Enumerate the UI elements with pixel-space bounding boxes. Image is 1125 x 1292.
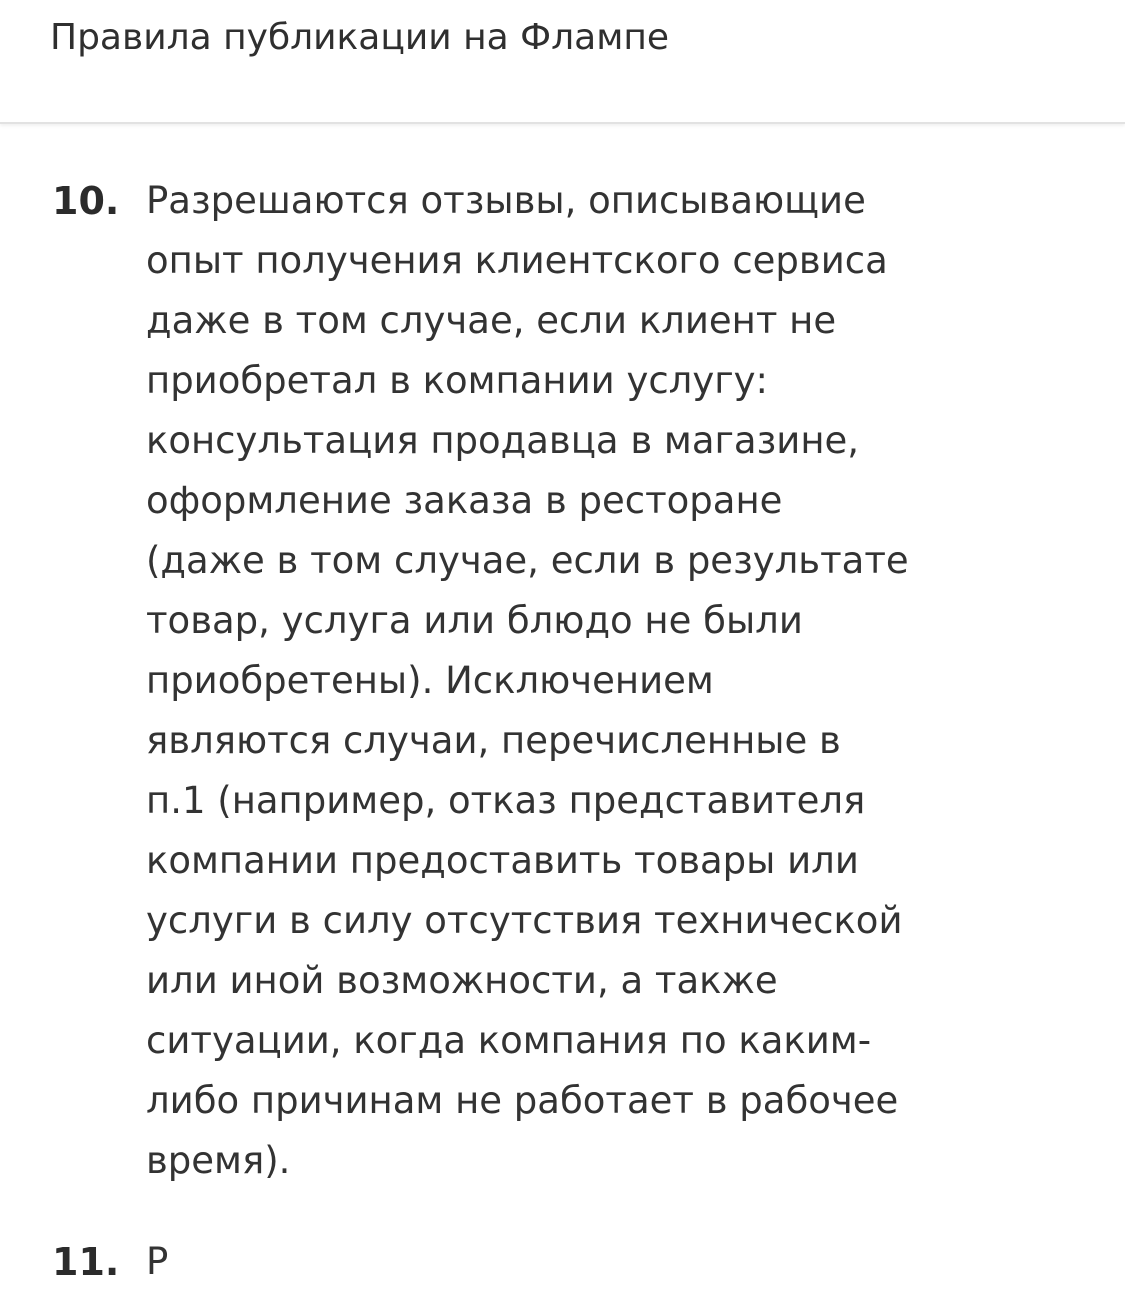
rule-text-line: или иной возможности, а также [146,959,778,1002]
page-title: Правила публикации на Флампе [50,17,670,58]
rule-text-line: Р [146,1240,169,1283]
rule-text-line: консультация продавца в магазине, [146,419,860,462]
rule-text-line: приобретены). Исключением [146,659,714,702]
rule-text [146,1232,1056,1292]
rule-text-line: п.1 (например, отказ представителя [146,779,866,822]
rule-text-line: приобретал в компании услугу: [146,359,769,402]
rule-text-line: являются случаи, перечисленные в [146,719,841,762]
rule-text-line: либо причинам не работает в рабочее [146,1079,899,1122]
rule-text-line: (даже в том случае, если в результате [146,539,909,582]
rule-text-line: Разрешаются отзывы, описывающие [146,179,866,222]
rule-text-line: ситуации, когда компания по каким- [146,1019,872,1062]
rule-number: 10. [52,179,120,223]
rule-text-line: услуги в силу отсутствия технической [146,899,903,942]
rule-text-line: даже в том случае, если клиент не [146,299,837,342]
rule-text-line: товар, услуга или блюдо не были [146,599,803,642]
rule-text [146,171,1056,1191]
rule-text-line: опыт получения клиентского сервиса [146,239,888,282]
rule-number: 11. [52,1240,120,1284]
rule-text-line: компании предоставить товары или [146,839,859,882]
page-header [0,0,1125,124]
rule-text-line: время). [146,1139,291,1182]
rule-text-line: оформление заказа в ресторане [146,479,783,522]
